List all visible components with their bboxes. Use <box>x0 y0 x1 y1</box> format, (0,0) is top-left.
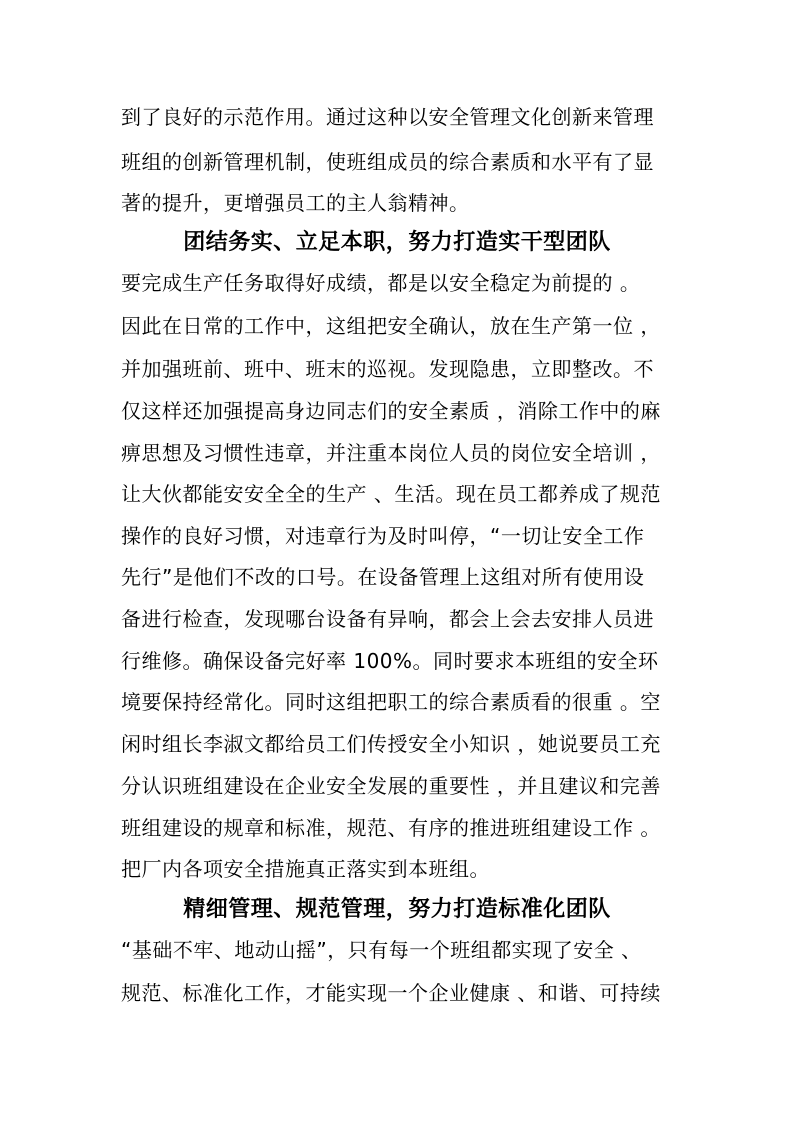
paragraph-line: “基础不牢、地动山摇”，只有每一个班组都实现了安全 、 <box>121 938 642 962</box>
section-heading: 团结务实、立足本职，努力打造实干型团队 <box>183 229 611 255</box>
paragraph-line: 先行”是他们不改的口号。在设备管理上这组对所有使用设 <box>121 565 645 589</box>
paragraph-line: 闲时组长李淑文都给员工们传授安全小知识 ，她说要员工充 <box>121 732 661 756</box>
paragraph-line: 到了良好的示范作用。通过这种以安全管理文化创新来管理 <box>121 105 654 129</box>
paragraph-line: 著的提升，更增强员工的主人翁精神。 <box>121 191 470 215</box>
paragraph-line: 并加强班前、班中、班末的巡视。发现隐患，立即整改。不 <box>121 357 654 381</box>
paragraph-line: 仅这样还加强提高身边同志们的安全素质 ，消除工作中的麻 <box>121 399 661 423</box>
paragraph-line: 痹思想及习惯性违章，并注重本岗位人员的岗位安全培训 ， <box>121 441 661 465</box>
paragraph-line: 要完成生产任务取得好成绩，都是以安全稳定为前提的 。 <box>121 271 641 295</box>
paragraph-line: 备进行检查，发现哪台设备有异响，都会上会去安排人员进 <box>121 607 654 631</box>
paragraph-line: 因此在日常的工作中，这组把安全确认，放在生产第一位 ， <box>121 314 661 338</box>
paragraph-line: 把厂内各项安全措施真正落实到本班组。 <box>121 857 490 881</box>
paragraph-line: 班组的创新管理机制，使班组成员的综合素质和水平有了显 <box>121 150 654 174</box>
paragraph-line: 境要保持经常化。同时这组把职工的综合素质看的很重 。空 <box>121 690 661 714</box>
paragraph-line: 班组建设的规章和标准，规范、有序的推进班组建设工作 。 <box>121 816 661 840</box>
paragraph-line: 让大伙都能安安全全的生产 、生活。现在员工都养成了规范 <box>121 482 661 506</box>
section-heading: 精细管理、规范管理，努力打造标准化团队 <box>183 896 611 922</box>
paragraph-line: 规范、标准化工作，才能实现一个企业健康 、和谐、可持续 <box>121 981 661 1005</box>
paragraph-line: 操作的良好习惯，对违章行为及时叫停，“一切让安全工作 <box>121 524 645 548</box>
paragraph-line: 分认识班组建设在企业安全发展的重要性 ，并且建议和完善 <box>121 774 661 798</box>
paragraph-line: 行维修。确保设备完好率 100%。同时要求本班组的安全环 <box>121 649 659 673</box>
